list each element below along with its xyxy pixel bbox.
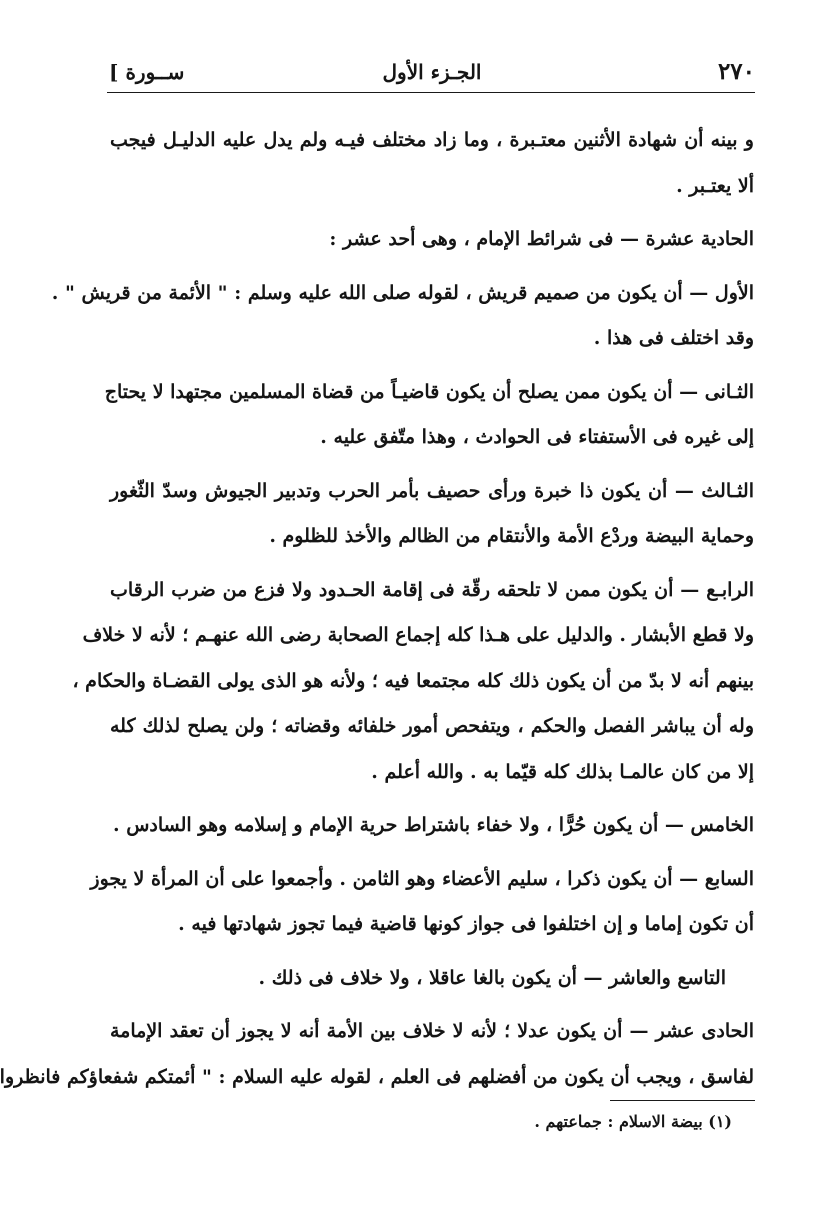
text-line: بينهم أنه لا بدّ من أن يكون ذلك كله مجتمعا فيه ؛ ولأنه هو الذى يولى القضـاة والحكام ، [72, 669, 754, 692]
running-title: الجـزء الأول [382, 60, 482, 84]
paragraph [51, 271, 754, 362]
text-line: التاسع والعاشر — أن يكون بالغا عاقلا ، ولا خلاف فى ذلك . [258, 966, 726, 989]
text-line: وقد اختلف فى هذا . [593, 327, 754, 349]
text-line: ألا يعتـبر . [676, 174, 754, 197]
text-line: إلى غيره فى الأستفتاء فى الحوادث ، وهذا متّفق عليه . [320, 426, 754, 448]
text-line: الخامس — أن يكون حُرًّا ، ولا خفاء باشتراط حرية الإمام و إسلامه وهو السادس . [112, 814, 754, 836]
main-text [0, 118, 754, 1100]
surah-label: [ ســورة [109, 60, 185, 84]
paragraph [110, 803, 754, 849]
paragraph [110, 956, 754, 1002]
footnote: (١) بيضة الاسلام : جماعتهم . [534, 1112, 732, 1131]
text-line: الثـانى — أن يكون ممن يصلح أن يكون قاضيـاً من قضاة المسلمين مجتهدا لا يحتاج [104, 380, 754, 403]
text-line: وحماية البيضة وردْع الأمة والأنتقام من الظالم والأخذ للظلوم . [269, 525, 754, 547]
paragraph [0, 1009, 754, 1100]
text-line: ولا قطع الأبشار . والدليل على هـذا كله إجماع الصحابة رضى الله عنهـم ؛ لأنه لا خلاف [82, 624, 754, 646]
page-number: ٢٧٠ [717, 58, 755, 85]
page-header [107, 52, 755, 93]
text-line: الحادى عشر — أن يكون عدلا ؛ لأنه لا خلاف بين الأمة أنه لا يجوز أن تعقد الإمامة [110, 1020, 754, 1042]
footnote-divider [610, 1100, 755, 1101]
text-line: السابع — أن يكون ذكرا ، سليم الأعضاء وهو الثامن . وأجمعوا على أن المرأة لا يجوز [90, 867, 754, 890]
paragraph [104, 370, 754, 461]
text-line: الرابـع — أن يكون ممن لا تلحقه رقّة فى إقامة الحـدود ولا فزع من ضرب الرقاب [110, 578, 754, 601]
text-line: وله أن يباشر الفصل والحكم ، ويتفحص أمور خلفائه وقضاته ؛ ولن يصلح لذلك كله [110, 715, 754, 737]
paragraph [90, 857, 754, 948]
text-line: لفاسق ، ويجب أن يكون من أفضلهم فى العلم ، لقوله عليه السلام : " أئمتكم شفعاؤكم فانظروا [0, 1065, 754, 1088]
text-line: و بينه أن شهادة الأثنين معتـبرة ، وما زاد مختلف فيـه ولم يدل عليه الدليـل فيجب [110, 129, 754, 151]
text-line: الأول — أن يكون من صميم قريش ، لقوله صلى الله عليه وسلم : " الأئمة من قريش " . [51, 281, 754, 304]
text-line: أن تكون إماما و إن اختلفوا فى جواز كونها قاضية فيما تجوز شهادتها فيه . [178, 913, 754, 935]
paragraph [72, 568, 754, 796]
text-line: الحادية عشرة — فى شرائط الإمام ، وهى أحد عشر : [329, 228, 754, 250]
text-line: إلا من كان عالمـا بذلك كله قيّما به . والله أعلم . [371, 760, 754, 783]
text-line: الثـالث — أن يكون ذا خبرة ورأى حصيف بأمر الحرب وتدبير الجيوش وسدّ الثّغور [110, 479, 754, 502]
paragraph [110, 217, 754, 263]
paragraph [110, 469, 754, 560]
paragraph [110, 118, 754, 209]
